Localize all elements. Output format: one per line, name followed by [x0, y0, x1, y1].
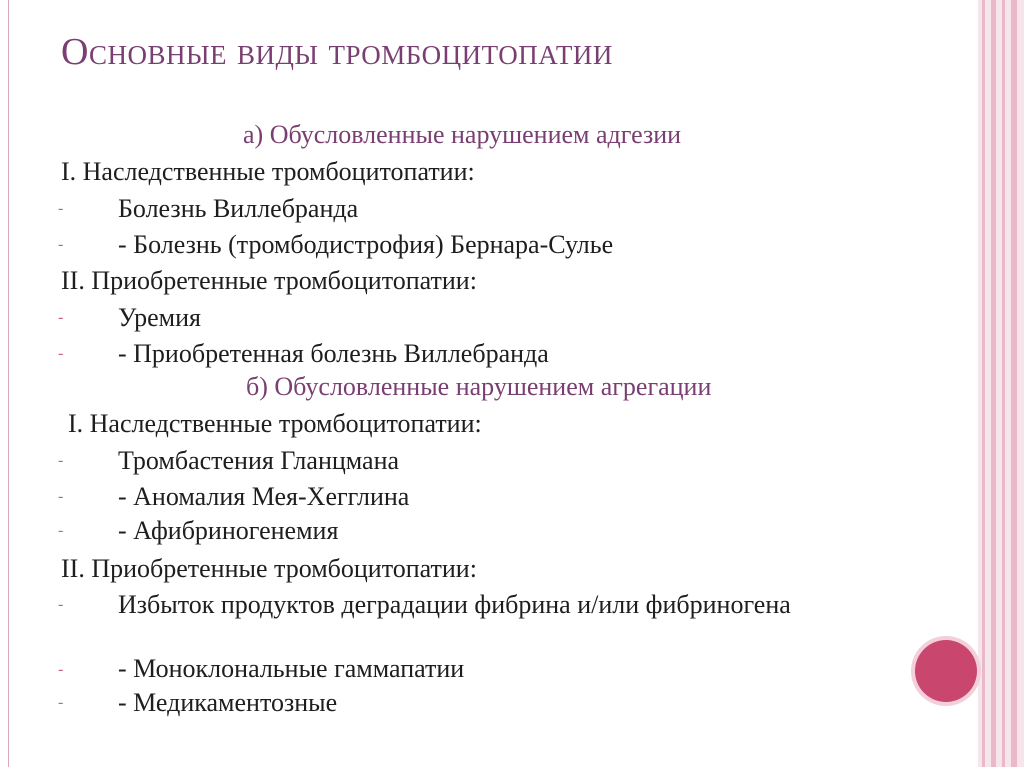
list-bullet: -: [58, 522, 64, 539]
list-item: - Аномалия Мея-Хегглина: [118, 482, 410, 511]
list-bullet: -: [58, 694, 64, 711]
stripe: [991, 0, 996, 767]
slide-title: Основные виды тромбоцитопатии: [61, 31, 613, 73]
list-item: Тромбастения Гланцмана: [118, 446, 400, 475]
list-item: Избыток продуктов деградации фибрина и/или фибриногена: [118, 590, 791, 619]
list-bullet: -: [58, 661, 64, 678]
group-label: II. Приобретенные тромбоцитопатии:: [61, 266, 477, 295]
group-label: I. Наследственные тромбоцитопатии:: [68, 409, 482, 438]
section-heading-adhesion: а) Обусловленные нарушением адгезии: [243, 120, 682, 149]
list-bullet: -: [58, 488, 64, 505]
list-item: - Медикаментозные: [118, 688, 338, 717]
list-bullet: -: [58, 236, 64, 253]
stripe: [982, 0, 985, 767]
section-heading-aggregation: б) Обусловленные нарушением агрегации: [246, 372, 712, 401]
list-bullet: -: [58, 596, 64, 613]
stripe: [1011, 0, 1017, 767]
group-label: II. Приобретенные тромбоцитопатии:: [61, 554, 477, 583]
list-bullet: -: [58, 452, 64, 469]
list-item: - Моноклональные гаммапатии: [118, 654, 465, 683]
list-bullet: -: [58, 345, 64, 362]
decorative-stripes: [978, 0, 1024, 767]
list-item: - Болезнь (тромбодистрофия) Бернара-Сулье: [118, 230, 614, 259]
list-bullet: -: [58, 200, 64, 217]
stripe: [1002, 0, 1005, 767]
group-label: I. Наследственные тромбоцитопатии:: [61, 157, 475, 186]
list-item: Болезнь Виллебранда: [118, 194, 359, 223]
left-border-line: [8, 0, 9, 767]
list-item: - Приобретенная болезнь Виллебранда: [118, 339, 549, 368]
list-item: - Афибриногенемия: [118, 516, 339, 545]
list-bullet: -: [58, 309, 64, 326]
decorative-circle: [915, 640, 977, 702]
list-item: Уремия: [118, 303, 201, 332]
